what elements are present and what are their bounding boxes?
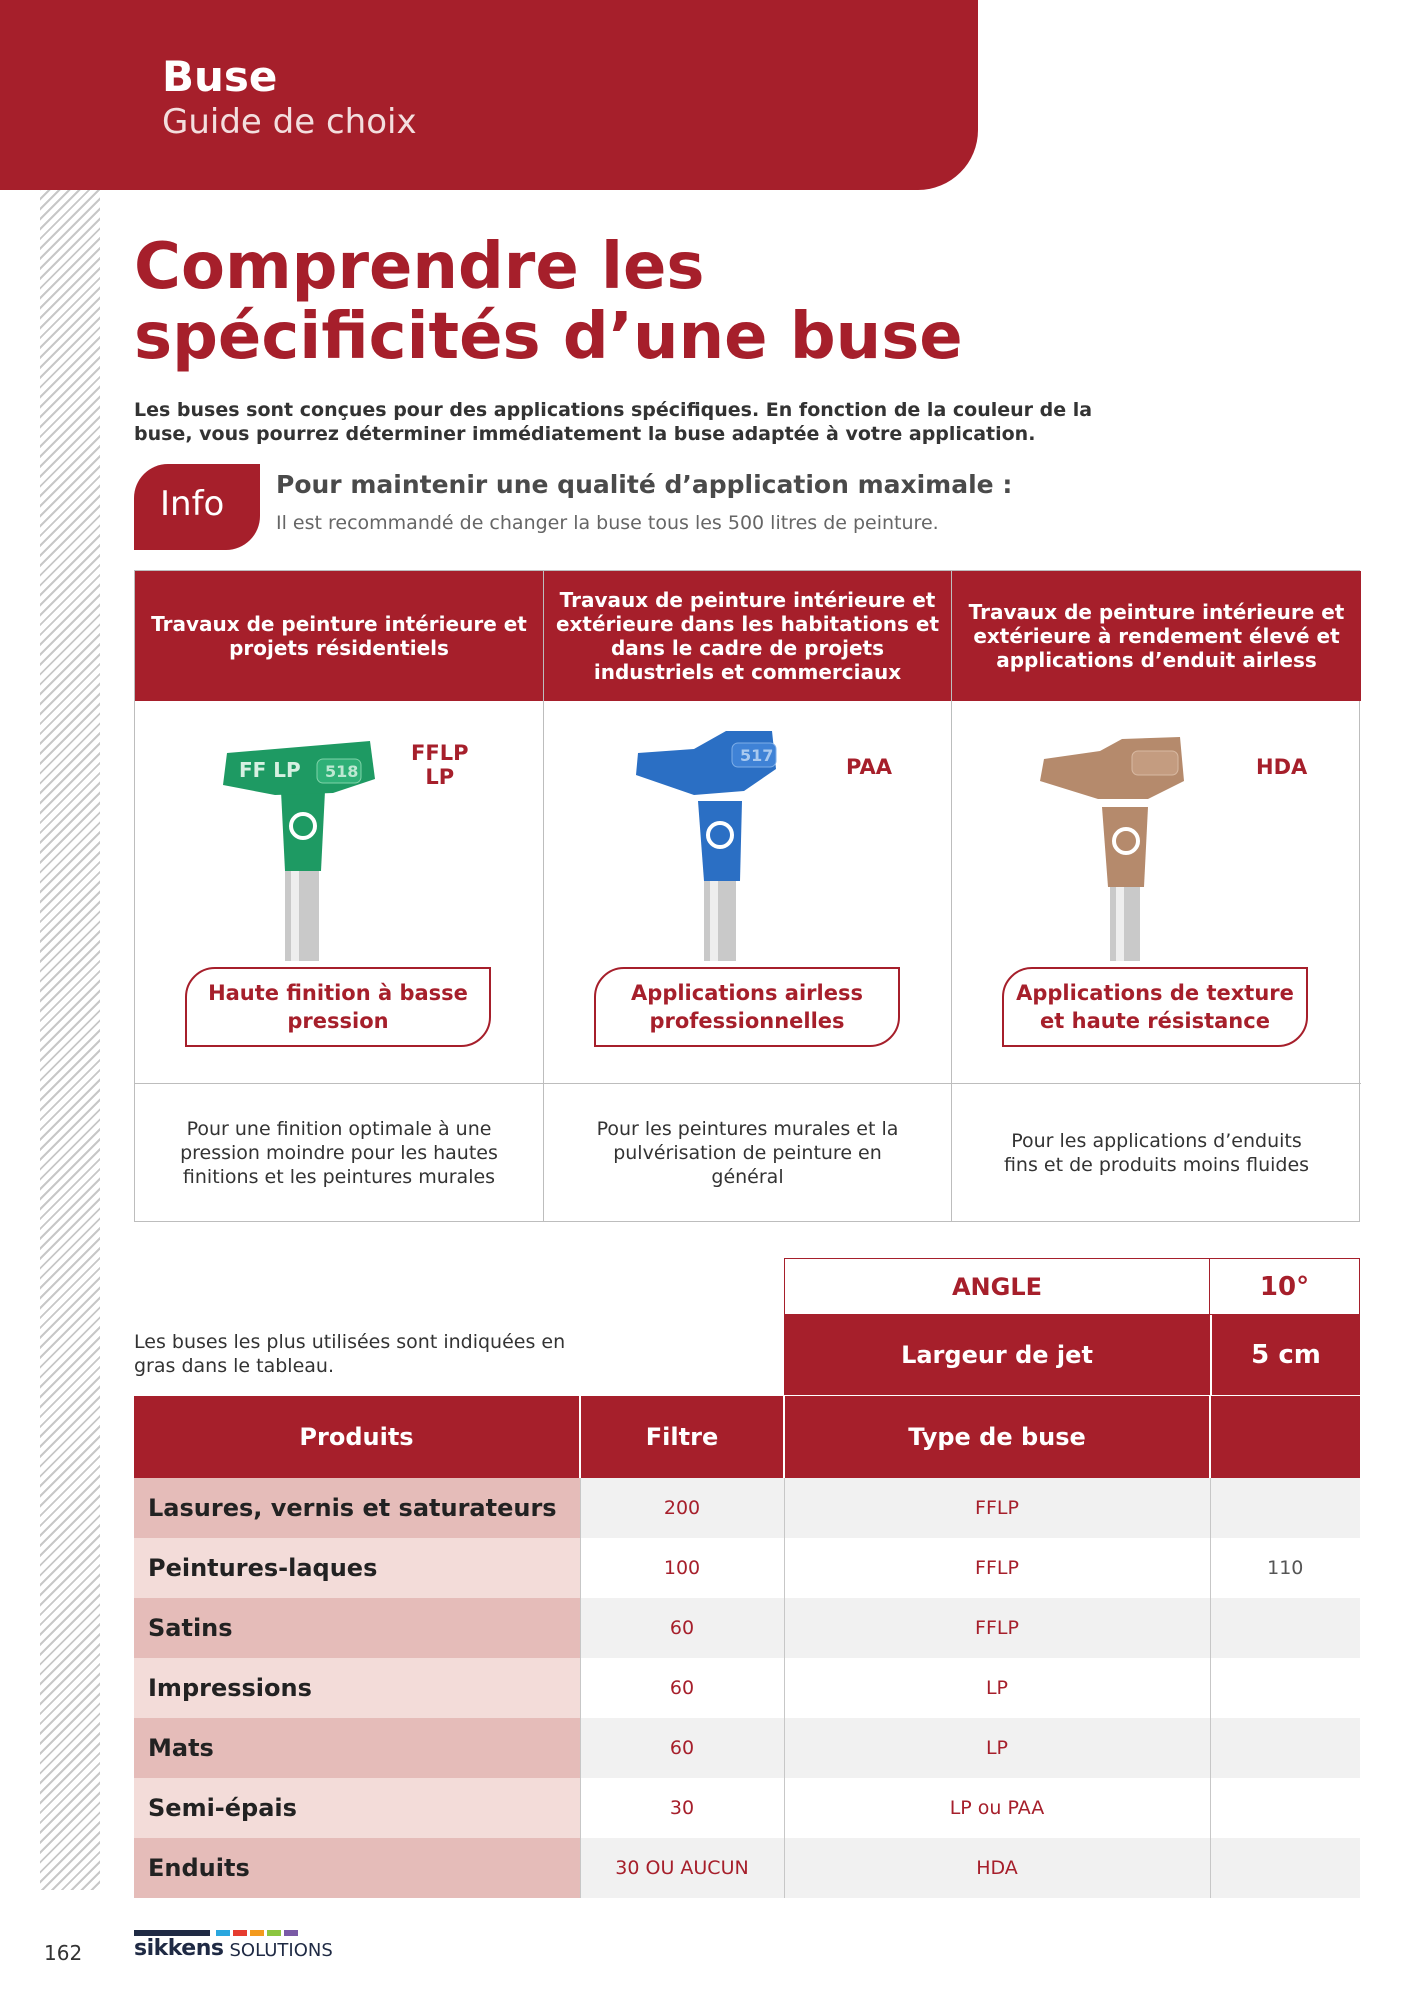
brand-color-bars xyxy=(216,1930,298,1936)
card-header: Travaux de peinture intérieure et projets résidentiels xyxy=(135,571,543,701)
card-header: Travaux de peinture intérieure et extérieure dans les habitations et dans le cadre de projets industriels et commerciaux xyxy=(544,571,951,701)
nozzle-card-fflp xyxy=(135,571,543,1221)
header-banner xyxy=(0,0,978,190)
brand-name: sikkens xyxy=(134,1936,224,1961)
cell-type: FFLP xyxy=(784,1598,1210,1658)
card-code: PAA xyxy=(846,755,892,779)
card-code xyxy=(411,741,468,789)
cell-product: Mats xyxy=(134,1718,580,1778)
col-header-nozzle-type: Type de buse xyxy=(784,1396,1210,1478)
cell-size xyxy=(1210,1718,1360,1778)
cell-filter: 60 xyxy=(580,1718,784,1778)
cell-size xyxy=(1210,1838,1360,1898)
decorative-hatch xyxy=(40,0,100,1890)
cell-type: FFLP xyxy=(784,1478,1210,1538)
card-header: Travaux de peinture intérieure et extérieure à rendement élevé et applications d’enduit airless xyxy=(952,571,1361,701)
table-row xyxy=(134,1778,1360,1838)
legend-note: Les buses les plus utilisées sont indiquées en gras dans le tableau. xyxy=(134,1331,566,1377)
header-subtitle: Guide de choix xyxy=(162,102,417,142)
cell-type: HDA xyxy=(784,1838,1210,1898)
nozzle-card-hda xyxy=(951,571,1361,1221)
cell-filter: 200 xyxy=(580,1478,784,1538)
cell-type: LP ou PAA xyxy=(784,1778,1210,1838)
angle-box xyxy=(784,1258,1360,1395)
cell-size xyxy=(1210,1478,1360,1538)
table-row xyxy=(134,1478,1360,1538)
card-description: Pour les applications d’enduits fins et de produits moins fluides xyxy=(952,1083,1361,1221)
table-row xyxy=(134,1718,1360,1778)
cell-type: LP xyxy=(784,1718,1210,1778)
nozzle-stem-highlight xyxy=(710,871,718,961)
nozzle-body xyxy=(281,791,325,871)
brand-bar xyxy=(233,1930,247,1936)
cell-size xyxy=(1210,1778,1360,1838)
card-code: HDA xyxy=(1256,755,1308,779)
card-code-line-2: LP xyxy=(425,765,455,789)
page-title xyxy=(134,232,963,372)
brand-suffix: SOLUTIONS xyxy=(229,1940,333,1961)
cell-type: LP xyxy=(784,1658,1210,1718)
cell-product: Satins xyxy=(134,1598,580,1658)
jet-value: 5 cm xyxy=(1210,1315,1360,1395)
nozzle-stem-highlight xyxy=(1116,877,1124,961)
nozzle-image-brown xyxy=(952,711,1360,961)
col-header-filter: Filtre xyxy=(580,1396,784,1478)
nozzle-body xyxy=(698,801,742,881)
nozzle-number-text: 517 xyxy=(740,746,774,765)
cell-size xyxy=(1210,1598,1360,1658)
angle-label: ANGLE xyxy=(784,1258,1210,1315)
nozzle-label-text: FF LP xyxy=(239,758,301,782)
card-description: Pour une finition optimale à une pression moindre pour les hautes finitions et les peintures murales xyxy=(135,1083,543,1221)
card-code-line-1: FFLP xyxy=(411,741,469,765)
nozzle-card-paa xyxy=(543,571,951,1221)
card-pill: Haute finition à basse pression xyxy=(185,967,491,1047)
cell-filter: 30 xyxy=(580,1778,784,1838)
angle-row xyxy=(784,1258,1360,1315)
page-title-line-2: spécificités d’une buse xyxy=(134,300,963,374)
card-pill: Applications airless professionnelles xyxy=(594,967,900,1047)
brand-bar xyxy=(216,1930,230,1936)
cell-size: 110 xyxy=(1210,1538,1360,1598)
brand-bar xyxy=(284,1930,298,1936)
info-badge-label: Info xyxy=(160,484,225,524)
cell-product: Semi-épais xyxy=(134,1778,580,1838)
table-row xyxy=(134,1658,1360,1718)
cell-product: Enduits xyxy=(134,1838,580,1898)
nozzle-stem xyxy=(1110,877,1140,961)
intro-text: Les buses sont conçues pour des applications spécifiques. En fonction de la couleur de la buse, vous pourrez déterminer immédiatement la buse adaptée à votre application. xyxy=(134,399,1093,445)
col-header-products: Produits xyxy=(134,1396,580,1478)
table-row xyxy=(134,1538,1360,1598)
nozzle-cards xyxy=(134,570,1360,1222)
nozzle-number-plate xyxy=(1132,751,1178,775)
page-number: 162 xyxy=(44,1941,83,1965)
nozzle-stem xyxy=(704,871,736,961)
brand-underline xyxy=(134,1930,210,1936)
jet-row xyxy=(784,1315,1360,1395)
cell-filter: 60 xyxy=(580,1598,784,1658)
angle-value: 10° xyxy=(1210,1258,1360,1315)
cell-filter: 100 xyxy=(580,1538,784,1598)
page-title-line-1: Comprendre les xyxy=(134,230,705,304)
table-row xyxy=(134,1598,1360,1658)
nozzle-stem-highlight xyxy=(291,861,299,961)
cell-product: Peintures-laques xyxy=(134,1538,580,1598)
cell-filter: 60 xyxy=(580,1658,784,1718)
cell-product: Lasures, vernis et saturateurs xyxy=(134,1478,580,1538)
card-description: Pour les peintures murales et la pulvérisation de peinture en général xyxy=(544,1083,951,1221)
col-header-size xyxy=(1210,1396,1360,1478)
cell-type: FFLP xyxy=(784,1538,1210,1598)
card-pill: Applications de texture et haute résistance xyxy=(1002,967,1308,1047)
nozzle-image-blue xyxy=(544,711,952,961)
cell-product: Impressions xyxy=(134,1658,580,1718)
brand-bar xyxy=(250,1930,264,1936)
table-header-row xyxy=(134,1396,1360,1478)
brand-bar xyxy=(267,1930,281,1936)
info-badge xyxy=(134,464,260,550)
nozzle-image-green xyxy=(135,711,543,961)
products-table xyxy=(134,1396,1360,1898)
nozzle-body xyxy=(1102,807,1148,887)
brand-logo xyxy=(134,1936,333,1961)
info-title: Pour maintenir une qualité d’application maximale : xyxy=(276,470,1013,499)
info-text: Il est recommandé de changer la buse tous les 500 litres de peinture. xyxy=(276,512,939,534)
jet-label: Largeur de jet xyxy=(784,1315,1210,1395)
cell-filter: 30 OU AUCUN xyxy=(580,1838,784,1898)
header-title: Buse xyxy=(162,52,278,101)
cell-size xyxy=(1210,1658,1360,1718)
table-row xyxy=(134,1838,1360,1898)
nozzle-number-text: 518 xyxy=(325,762,359,781)
nozzle-stem xyxy=(285,861,319,961)
